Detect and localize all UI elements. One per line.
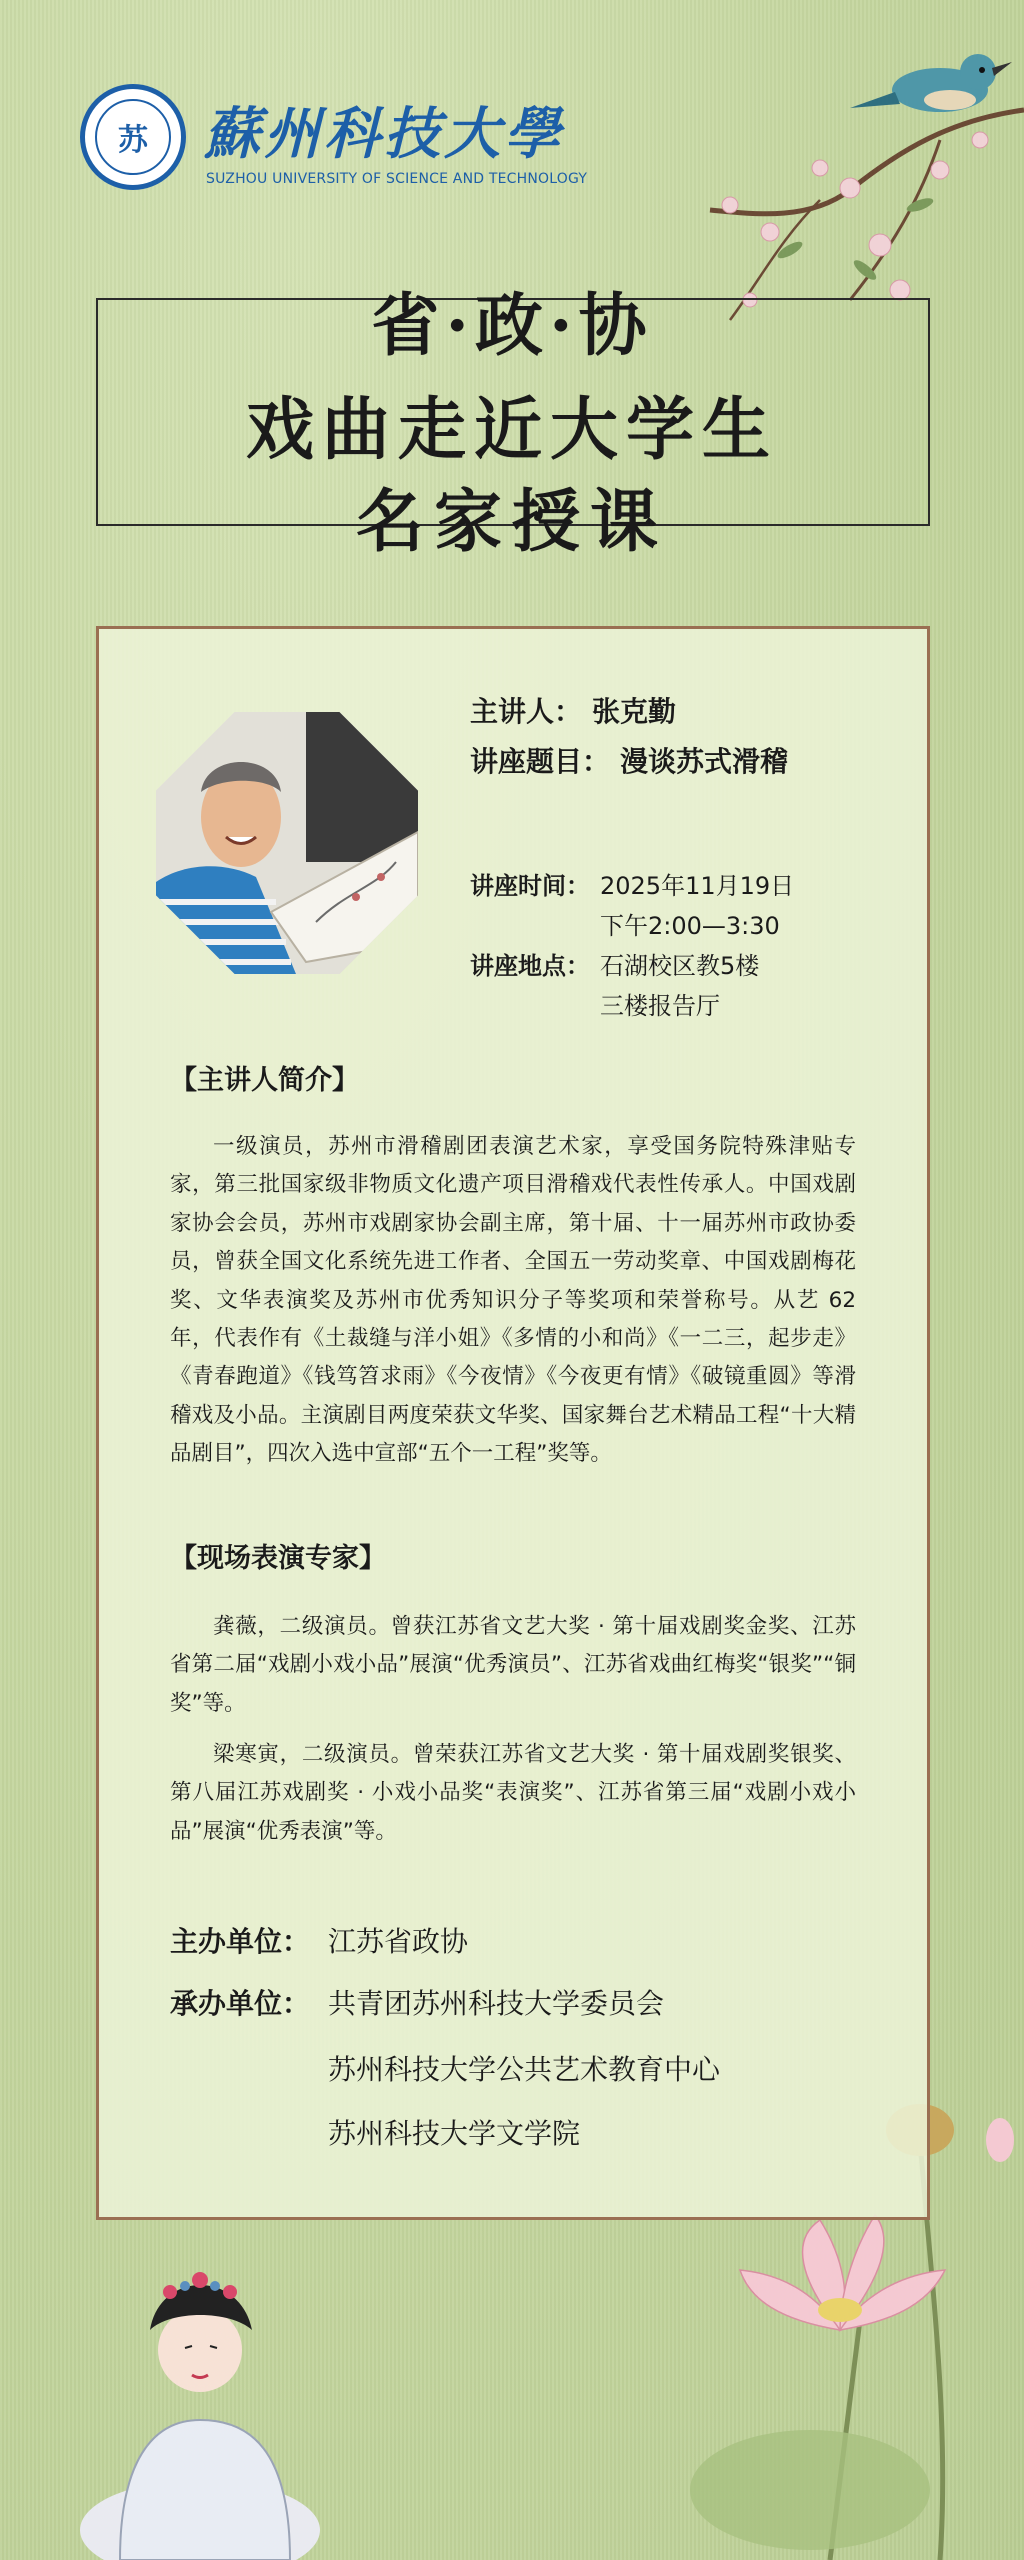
logo-icon: 苏 <box>118 123 148 158</box>
speaker-name: 张克勤 <box>592 695 677 728</box>
organizer-2: 苏州科技大学公共艺术教育中心 <box>328 2053 721 2086</box>
intro-paragraph: 一级演员，苏州市滑稽剧团表演艺术家，享受国务院特殊津贴专家，第三批国家级非物质文化遗产项目滑稽戏代表性传承人。中国戏剧家协会会员，苏州市戏剧家协会副主席，第十届、十一届苏州市政协委员，曾获全国文化系统先进工作者、全国五一劳动奖章、中国戏剧梅花奖、文华表演奖及苏州市优秀知识分子等奖项和荣誉称号。从艺 62 年，代表作有《土裁缝与洋小姐》《多情的小和尚》《一二三，起步走》《青春跑道》《钱笃笤求雨》《今夜情》《今夜更有情》《破镜重圆》等滑稽戏及小品。主演剧目两度荣获文华奖、国家舞台艺术精品工程“十大精品剧目”，四次入选中宣部“五个一工程”奖等。 <box>170 1134 856 1467</box>
organizer-3: 苏州科技大学文学院 <box>328 2117 581 2150</box>
host-label: 主办单位： <box>170 1925 311 1958</box>
organizer-1: 共青团苏州科技大学委员会 <box>328 1987 665 2020</box>
location-line-2: 三楼报告厅 <box>600 992 720 1020</box>
opera-figure-decoration <box>80 2220 320 2560</box>
location-line-1: 石湖校区教5楼 <box>600 952 760 980</box>
speaker-label: 主讲人： <box>470 695 583 728</box>
university-logo <box>80 84 186 190</box>
topic-name: 漫谈苏式滑稽 <box>620 745 789 778</box>
performer-paragraph-2: 梁寒寅，二级演员。曾荣获江苏省文艺大奖 · 第十届戏剧奖银奖、第八届江苏戏剧奖 · 小戏小品奖“表演奖”、江苏省第三届“戏剧小戏小品”展演“优秀表演”等。 <box>170 1742 856 1844</box>
performer-paragraph-1: 龚薇，二级演员。曾获江苏省文艺大奖 · 第十届戏剧奖金奖、江苏省第二届“戏剧小戏小品”展演“优秀演员”、江苏省戏曲红梅奖“银奖”“铜奖”等。 <box>170 1614 856 1716</box>
university-name-cn: 蘇州科技大學 <box>204 101 564 167</box>
topic-label: 讲座题目： <box>470 745 611 778</box>
bird-icon <box>850 54 1012 112</box>
university-name-en: SUZHOU UNIVERSITY OF SCIENCE AND TECHNOLOGY <box>206 171 588 187</box>
location-label: 讲座地点： <box>470 952 590 980</box>
title-line-1: 省·政·协 <box>371 286 653 366</box>
host-value: 江苏省政协 <box>328 1925 469 1958</box>
title-line-2: 戏曲走近大学生 <box>245 390 778 470</box>
title-line-3: 名家授课 <box>355 482 668 562</box>
organizer-label: 承办单位： <box>170 1987 311 2020</box>
time-date: 2025年11月19日 <box>600 872 795 900</box>
time-label: 讲座时间： <box>470 872 590 900</box>
time-hours: 下午2:00—3:30 <box>600 912 780 940</box>
intro-heading: 【主讲人简介】 <box>170 1065 359 1096</box>
performers-heading: 【现场表演专家】 <box>170 1543 386 1574</box>
